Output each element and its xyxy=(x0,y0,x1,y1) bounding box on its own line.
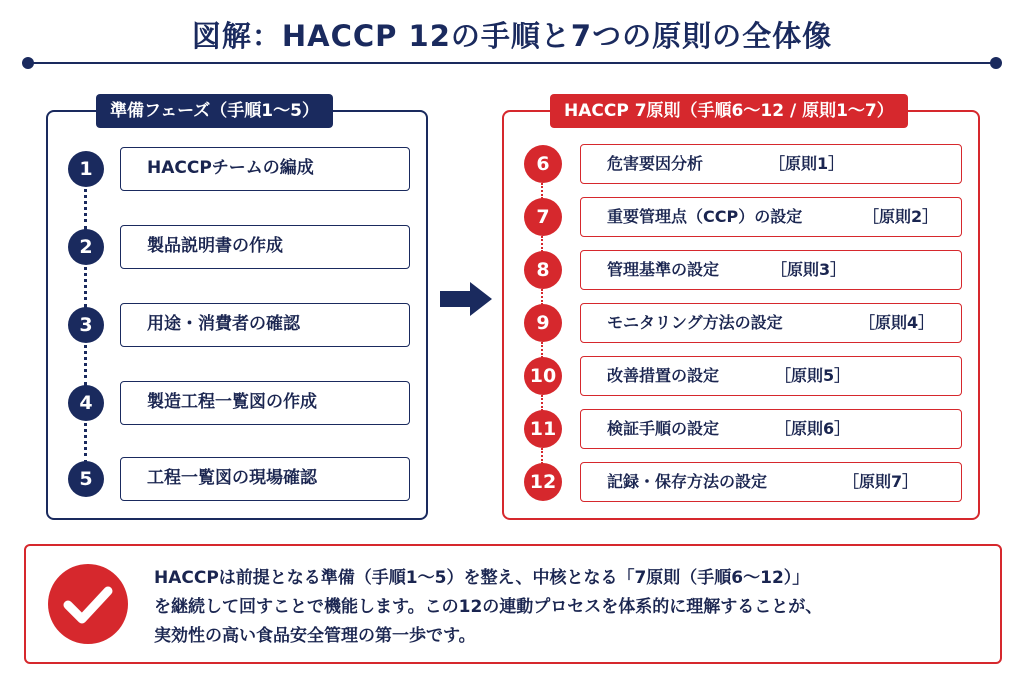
step-number-badge: 1 xyxy=(68,151,104,187)
principle-step-label: 危害要因分析 xyxy=(607,154,704,173)
principles-panel xyxy=(502,101,980,520)
summary-line: を継続して回すことで機能します。この12の連動プロセスを体系的に理解することが、 xyxy=(154,597,823,617)
step-number-badge: 6 xyxy=(524,145,562,183)
prep-phase-panel xyxy=(46,101,428,520)
step-connector xyxy=(84,416,87,464)
prep-step-label: 用途・消費者の確認 xyxy=(120,303,410,347)
principle-step-label: 記録・保存方法の設定 xyxy=(607,472,768,491)
principle-ref: ［原則2］ xyxy=(863,207,939,226)
principle-step-label: 重要管理点（CCP）の設定 xyxy=(607,207,803,226)
principle-step-label: 管理基準の設定 xyxy=(607,260,720,279)
principle-step-box xyxy=(580,462,962,502)
step-number-badge: 10 xyxy=(524,357,562,395)
summary-text xyxy=(154,564,994,651)
prep-step-label: 製造工程一覧図の作成 xyxy=(120,381,410,425)
title-rule xyxy=(28,62,996,64)
title-rule-dot-right xyxy=(990,57,1002,69)
principle-step-box xyxy=(580,144,962,184)
principle-step-box xyxy=(580,356,962,396)
step-number-badge: 9 xyxy=(524,304,562,342)
check-icon xyxy=(48,564,128,644)
step-number-badge: 2 xyxy=(68,229,104,265)
step-connector xyxy=(84,182,87,230)
summary-line: 実効性の高い食品安全管理の第一歩です。 xyxy=(154,626,476,646)
prep-phase-header: 準備フェーズ（手順1〜5） xyxy=(96,94,333,128)
principle-step-label: モニタリング方法の設定 xyxy=(607,313,783,332)
prep-step-label: 製品説明書の作成 xyxy=(120,225,410,269)
step-connector xyxy=(541,448,543,464)
step-connector xyxy=(84,260,87,308)
prep-step-label: 工程一覧図の現場確認 xyxy=(120,457,410,501)
step-connector xyxy=(541,342,543,358)
step-connector xyxy=(541,289,543,305)
principle-step-box xyxy=(580,250,962,290)
principle-ref: ［原則3］ xyxy=(771,260,847,279)
prep-step-label: HACCPチームの編成 xyxy=(120,147,410,191)
principles-header: HACCP 7原則（手順6〜12 / 原則1〜7） xyxy=(550,94,908,128)
step-number-badge: 4 xyxy=(68,385,104,421)
page-title: 図解：HACCP 12の手順と7つの原則の全体像 xyxy=(191,19,833,53)
step-number-badge: 12 xyxy=(524,463,562,501)
principle-step-box xyxy=(580,303,962,343)
right-arrow-icon xyxy=(440,282,492,316)
principle-ref: ［原則1］ xyxy=(769,154,845,173)
summary-line: HACCPは前提となる準備（手順1〜5）を整え、中核となる「7原則（手順6〜12）」 xyxy=(154,568,810,588)
principle-step-box xyxy=(580,197,962,237)
summary-box xyxy=(24,544,1002,664)
step-connector xyxy=(84,338,87,386)
step-number-badge: 7 xyxy=(524,198,562,236)
step-connector xyxy=(541,236,543,252)
principle-step-label: 改善措置の設定 xyxy=(607,366,720,385)
step-connector xyxy=(541,395,543,411)
principle-ref: ［原則4］ xyxy=(859,313,935,332)
step-number-badge: 11 xyxy=(524,410,562,448)
step-number-badge: 5 xyxy=(68,461,104,497)
principle-ref: ［原則5］ xyxy=(775,366,851,385)
principle-step-box xyxy=(580,409,962,449)
principle-ref: ［原則7］ xyxy=(843,472,919,491)
step-connector xyxy=(541,183,543,199)
principle-ref: ［原則6］ xyxy=(775,419,851,438)
step-number-badge: 3 xyxy=(68,307,104,343)
principle-step-label: 検証手順の設定 xyxy=(607,419,720,438)
step-number-badge: 8 xyxy=(524,251,562,289)
